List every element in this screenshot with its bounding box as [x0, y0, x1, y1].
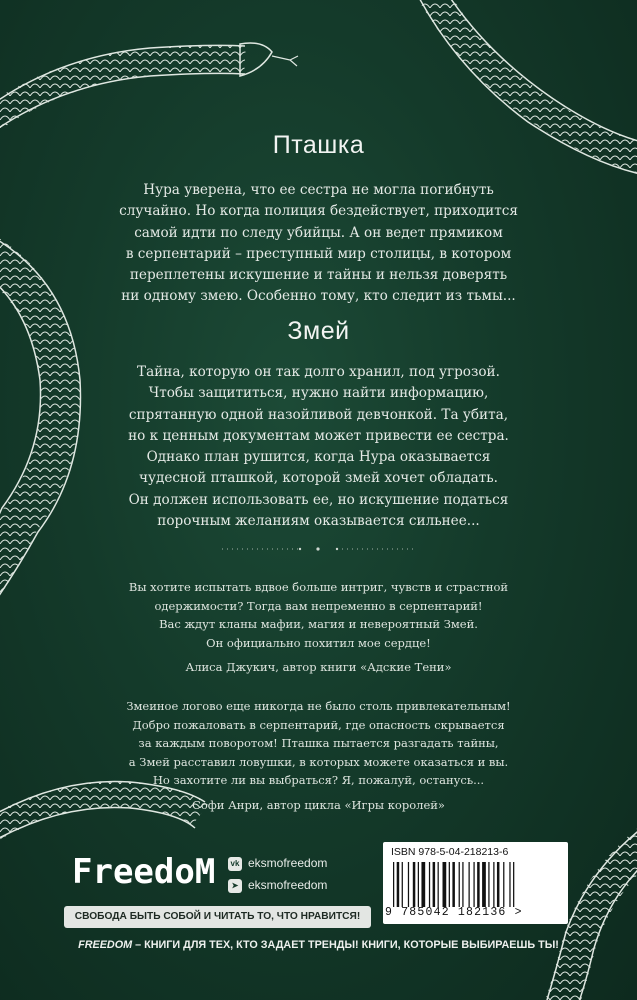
review-line: Он официально похитил мое сердце! — [206, 635, 431, 650]
isbn-text: ISBN 978-5-04-218213-6 — [391, 846, 509, 858]
review-line: Но захотите ли вы выбраться? Я, пожалуй, останусь... — [152, 773, 485, 788]
text-line: Он должен использовать ее, но искушение податься — [128, 491, 509, 508]
section-title-ptashka: Пташка — [272, 131, 365, 159]
section-ptashka-text — [100, 180, 537, 308]
snake-top-left — [0, 59, 245, 120]
barcode-digits: 9 785042 182136 > — [385, 906, 523, 919]
snake-bottom-right — [560, 840, 637, 1000]
ornament-divider — [0, 541, 637, 557]
snake-head-icon — [240, 43, 272, 76]
footer-tagline-text: – КНИГИ ДЛЯ ТЕХ, КТО ЗАДАЕТ ТРЕНДЫ! КНИГИ, КОТОРЫЕ ВЫБИРАЕШЬ ТЫ! — [132, 939, 559, 951]
text-line: в серпентарий – преступный мир столицы, в котором — [125, 245, 512, 262]
slogan-badge: СВОБОДА БЫТЬ СОБОЙ И ЧИТАТЬ ТО, ЧТО НРАВИТСЯ! — [64, 906, 371, 928]
social-telegram[interactable] — [228, 878, 327, 893]
review-line: одержимости? Тогда вам непременно в серпентарий! — [154, 598, 483, 613]
text-line: ни одному змею. Особенно тому, кто следит из тьмы... — [121, 288, 516, 305]
review-quote-2 — [90, 697, 547, 790]
footer-brand-word: FREEDOM — [78, 939, 133, 951]
freedom-logo: FreedoM — [72, 852, 216, 892]
review-line: Змеиное логово еще никогда не было столь привлекательным! — [126, 699, 511, 713]
barcode-box — [383, 842, 568, 924]
vk-icon: vk — [228, 857, 242, 871]
text-line: Чтобы защититься, нужно найти информацию, — [148, 385, 489, 402]
vk-handle: eksmofreedom — [248, 856, 328, 870]
telegram-icon: ➤ — [228, 879, 242, 893]
text-line: порочным желаниям оказывается сильнее... — [157, 513, 480, 530]
section-zmey-text — [100, 362, 537, 532]
text-line: Нура уверена, что ее сестра не могла погибнуть — [143, 182, 494, 198]
review-author-2: Софи Анри, автор цикла «Игры королей» — [192, 798, 445, 812]
text-line: переплетены искушение и тайны и нельзя доверять — [129, 267, 508, 284]
barcode-bars — [393, 862, 561, 907]
review-quote-1 — [90, 578, 547, 652]
review-author-1: Алиса Джукич, автор книги «Адские Тени» — [185, 660, 452, 674]
text-line: случайно. Но когда полиция бездействует, приходится — [119, 203, 518, 220]
telegram-handle: eksmofreedom — [248, 878, 328, 892]
text-line: но к ценным документам может привести ее сестра. — [128, 427, 509, 444]
section-title-zmey: Змей — [287, 317, 350, 345]
social-vk[interactable] — [228, 856, 327, 871]
snake-left-coil — [0, 250, 61, 590]
review-line: а Змей расставил ловушки, в которых можете оказаться и вы. — [128, 754, 509, 769]
review-line: Вы хотите испытать вдвое больше интриг, чувств и страстной — [128, 580, 509, 594]
text-line: спрятанную одной назойливой девчонкой. Та убита, — [128, 406, 509, 423]
review-line: Добро пожаловать в серпентарий, где опасность скрывается — [132, 717, 505, 732]
text-line: Однако план рушится, когда Нура оказывается — [146, 449, 491, 466]
review-line: за каждым поворотом! Пташка пытается разгадать тайны, — [138, 736, 499, 751]
text-line: самой идти по следу убийцы. А он ведет прямиком — [134, 224, 503, 241]
text-line: чудесной пташкой, которой змей хочет обладать. — [139, 470, 498, 487]
footer-tagline — [0, 939, 637, 951]
review-line: Вас ждут кланы мафии, магия и невероятный Змей. — [159, 617, 478, 632]
text-line: Тайна, которую он так долго хранил, под угрозой. — [137, 364, 500, 380]
